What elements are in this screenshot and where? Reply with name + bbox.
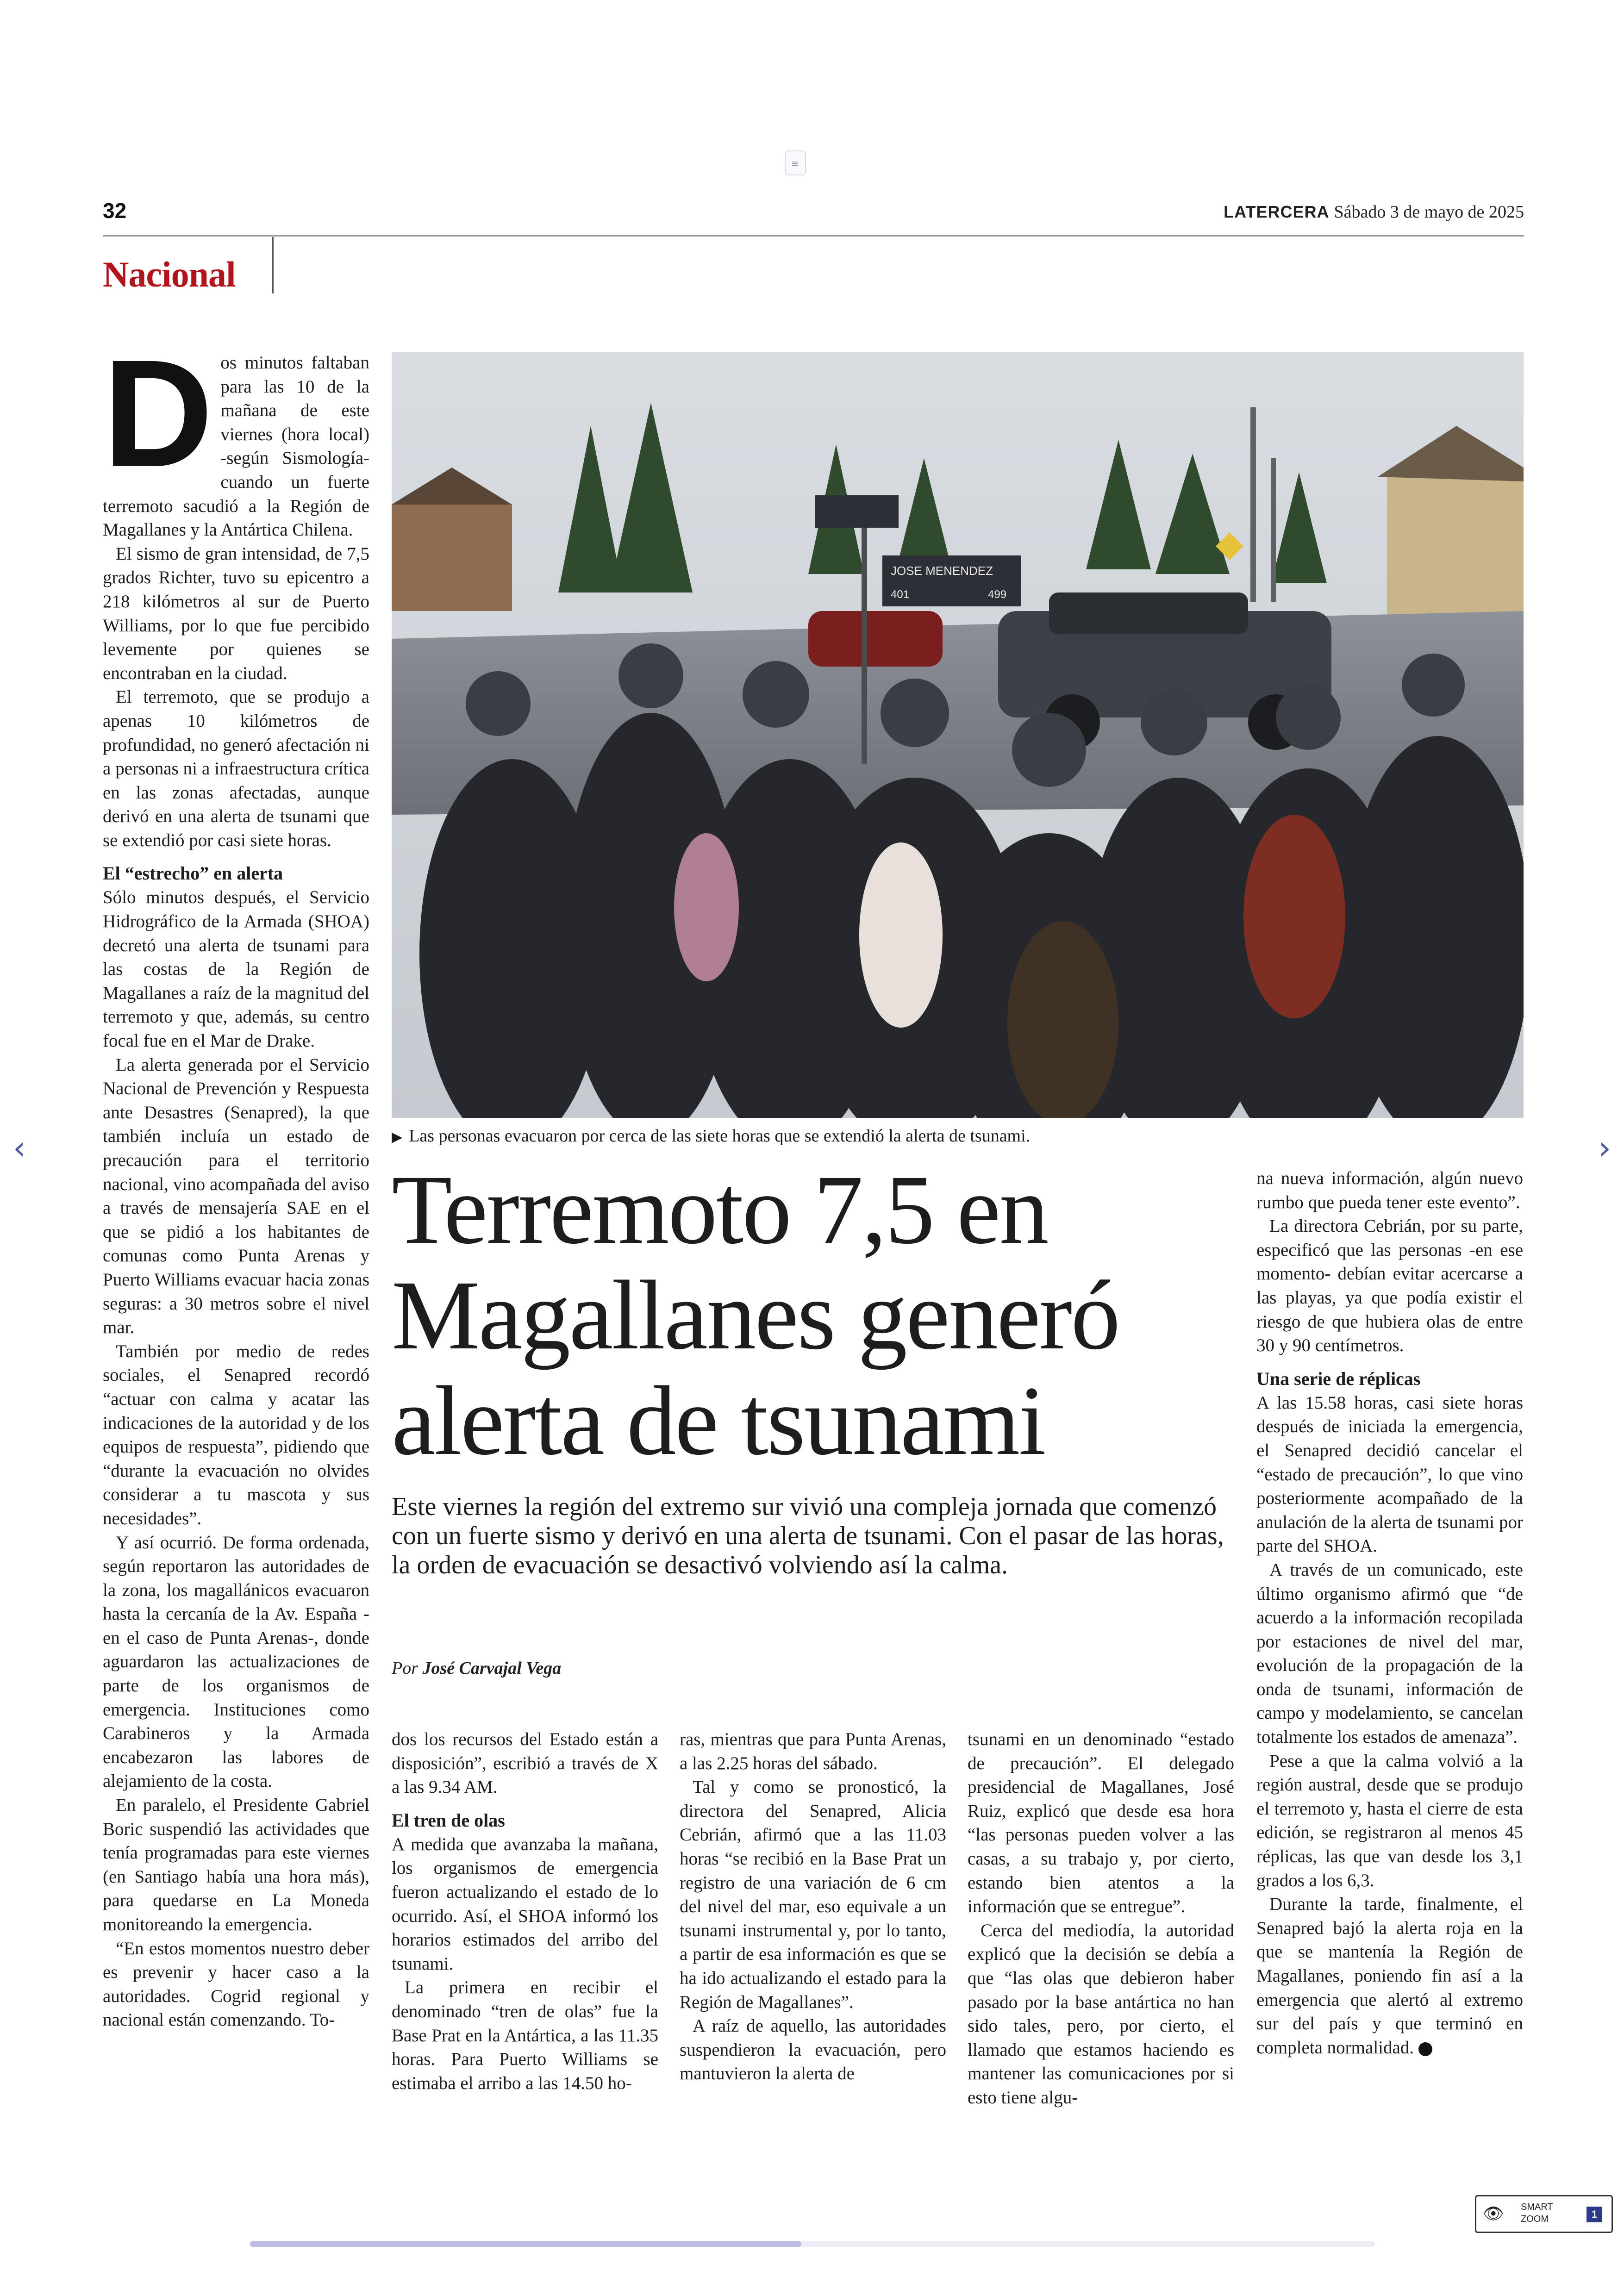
paragraph: A través de un comunicado, este último organismo afirmó que “de acuerdo a la información recopilada por estaciones de nivel del mar, evolución de la propagación de la onda de tsunami, información de campo y modelamiento, se cancelan totalmente los estados de amenaza”.	[1256, 1559, 1523, 1747]
paragraph: ras, mientras que para Punta Arenas, a las 2.25 horas del sábado.	[680, 1729, 946, 1773]
section-label: Nacional	[103, 254, 236, 294]
chevron-left-icon: ‹	[13, 1129, 26, 1167]
paragraph: La directora Cebrián, por su parte, especificó que las personas -en ese momento- debían evitar acercarse a las playas, ya que podía existir el riesgo de que hubiera olas de entre 30 y 90 centímetros.	[1256, 1216, 1523, 1356]
next-page-button[interactable]	[1591, 1129, 1618, 1166]
byline-prefix: Por	[392, 1659, 418, 1678]
issue-date: Sábado 3 de mayo de 2025	[1334, 202, 1524, 222]
paragraph: La alerta generada por el Servicio Nacional de Prevención y Respuesta ante Desastres (Senapred), la que también incluía un estado de precaución para el territorio nacional, vino acompañada del aviso a través de mensajería SAE en el que se pidió a los habitantes de comunas como Punta Arenas y Puerto Williams evacuar hacia zonas seguras: a 30 metros sobre el nivel mar.	[103, 1054, 369, 1338]
paragraph: El sismo de gran intensidad, de 7,5 grados Richter, tuvo su epicentro a 218 kilómetros al sur de Puerto Williams, por lo que fue percibido levemente por quienes se encontraban en la ciudad.	[103, 543, 369, 683]
paragraph: na nueva información, algún nuevo rumbo que pueda tener este evento”.	[1256, 1168, 1523, 1212]
paragraph: Pese a que la calma volvió a la región austral, desde que se produjo el terremoto y, hasta el cierre de esta edición, se registraron al menos 45 réplicas, las que van desde los 3,1 grados a los 6,3.	[1256, 1751, 1523, 1890]
page-badge: 1	[1587, 2207, 1602, 2222]
end-mark-icon	[1418, 2042, 1432, 2056]
page-handle[interactable]	[785, 150, 806, 175]
paragraph: El terremoto, que se produjo a apenas 10 kilómetros de profundidad, no generó afectación ni a personas ni a infraestructura crítica en las zonas afectadas, aunque derivó en una alerta de tsunami que se extendió por casi siete horas.	[103, 687, 369, 850]
paragraph: Tal y como se pronosticó, la directora del Senapred, Alicia Cebrián, afirmó que a las 11.03 horas “se recibió en la Base Prat un registro de una variación de 6 cm del nivel del mar, eso equivale a un tsunami instrumental y, por lo tanto, a partir de esa información es que se ha ido actualizando el estado para la Región de Magallanes”.	[680, 1777, 946, 2012]
drop-cap: D	[103, 328, 211, 499]
deck: Este viernes la región del extremo sur vivió una compleja jornada que comenzó con un fuerte sismo y derivó en una alerta de tsunami. Con el pasar de las horas, la orden de evacuación se desactivó volviendo así la calma.	[392, 1492, 1224, 1579]
menu-icon: ≡	[791, 158, 799, 169]
street-sign-number: 401	[891, 588, 910, 601]
eye-icon: 👁	[1483, 2204, 1504, 2223]
subheading: Una serie de réplicas	[1256, 1368, 1421, 1389]
paragraph: Y así ocurrió. De forma ordenada, según reportaron las autoridades de la zona, los magallánicos evacuaron hasta la cercanía de la Av. España -en el caso de Punta Arenas-, donde aguardaron las actualizaciones de parte de los organismos de emergencia. Instituciones como Carabineros y la Armada encabezaron las labores de alejamiento de la costa.	[103, 1532, 369, 1791]
reading-progress-fill	[250, 2241, 801, 2247]
news-photo	[392, 352, 1524, 1118]
smart-zoom-label: SMART ZOOM	[1521, 2202, 1553, 2224]
caption-text: Las personas evacuaron por cerca de las siete horas que se extendió la alerta de tsunami.	[409, 1126, 1031, 1146]
subheading: El tren de olas	[392, 1809, 505, 1831]
paragraph: Cerca del mediodía, la autoridad explicó que la decisión se debía a que “las olas que debieron haber pasado por la base antártica no han sido tales, pero, por cierto, el llamado que estamos haciendo es mantener las comunicaciones por si esto tiene algu-	[968, 1920, 1234, 2108]
paragraph: También por medio de redes sociales, el Senapred recordó “actuar con calma y acatar las indicaciones de la autoridad y de los equipos de respuesta”, pidiendo que “durante la evacuación no olvides considerar a tu mascota y sus necesidades”.	[103, 1341, 369, 1528]
smart-zoom-button[interactable]	[1475, 2195, 1613, 2233]
paragraph: “En estos momentos nuestro deber es prevenir y hacer caso a la autoridades. Cogrid regional y nacional están comenzando. To-	[103, 1938, 369, 2030]
photo-caption	[392, 1126, 1030, 1146]
paragraph: En paralelo, el Presidente Gabriel Boric suspendió las actividades que tenía programadas para este viernes (en Santiago había una hora más), para quedarse en La Moneda monitoreando la emergencia.	[103, 1795, 369, 1934]
paragraph-text: Durante la tarde, finalmente, el Senapred bajó la alerta roja en la que se mantenía la Región de Magallanes, poniendo fin así a la emergencia que alertó al extremo sur del país y que terminó en completa normalidad.	[1256, 1894, 1523, 2058]
paragraph: A medida que avanzaba la mañana, los organismos de emergencia fueron actualizando el estado de lo ocurrido. Así, el SHOA informó los horarios estimados del arribo del tsunami.	[392, 1834, 658, 1974]
masthead	[1224, 202, 1524, 222]
page-number: 32	[103, 199, 127, 223]
chevron-right-icon: ›	[1598, 1129, 1611, 1167]
article-column-2	[392, 1727, 658, 2112]
paragraph: A las 15.58 horas, casi siete horas después de iniciada la emergencia, el Senapred decidió cancelar el “estado de precaución”, lo que vino posteriormente acompañado de la anulación de la alerta de tsunami por parte del SHOA.	[1256, 1392, 1523, 1556]
subheading: El “estrecho” en alerta	[103, 863, 283, 884]
byline	[392, 1658, 561, 1678]
caption-arrow-icon: ▶	[392, 1129, 403, 1145]
headline: Terremoto 7,5 en Magallanes generó alerta de tsunami	[392, 1155, 1119, 1476]
paragraph	[1256, 1892, 1523, 2059]
article-column-1	[103, 328, 369, 2110]
section-divider	[272, 237, 274, 293]
article-column-5	[1256, 1166, 1523, 2111]
street-sign-number: 499	[988, 588, 1007, 601]
paragraph: Sólo minutos después, el Servicio Hidrográfico de la Armada (SHOA) decretó una alerta de tsunami para las costas de la Región de Magallanes a raíz de la magnitud del terremoto y que, además, su centro focal fue en el Mar de Drake.	[103, 887, 369, 1051]
article-column-3	[680, 1727, 946, 2112]
paragraph: La primera en recibir el denominado “tren de olas” fue la Base Prat en la Antártica, a las 11.35 horas. Para Puerto Williams se estimaba el arribo a las 14.50 ho-	[392, 1977, 658, 2093]
brand-name: LATERCERA	[1224, 202, 1330, 221]
article-column-4	[968, 1727, 1234, 2112]
paragraph: dos los recursos del Estado están a disposición”, escribió a través de X a las 9.34 AM.	[392, 1729, 658, 1797]
paragraph: tsunami en un denominado “estado de precaución”. El delegado presidencial de Magallanes, José Ruiz, explicó que desde esa hora “las personas pueden volver a las casas, a su trabajo y, por cierto, estando bien atentos a la información que se entregue”.	[968, 1729, 1234, 1917]
paragraph: os minutos faltaban para las 10 de la mañana de este viernes (hora local) -según Sismología- cuando un fuerte terremoto sacudió a la Región de Magallanes y la Antártica Chilena.	[103, 353, 369, 540]
byline-author: José Carvajal Vega	[422, 1659, 562, 1678]
header-divider	[103, 235, 1524, 237]
street-sign-name: JOSE MENENDEZ	[891, 564, 993, 578]
prev-page-button[interactable]	[6, 1129, 33, 1166]
paragraph: A raíz de aquello, las autoridades suspendieron la evacuación, pero mantuvieron la alerta de	[680, 2016, 946, 2084]
